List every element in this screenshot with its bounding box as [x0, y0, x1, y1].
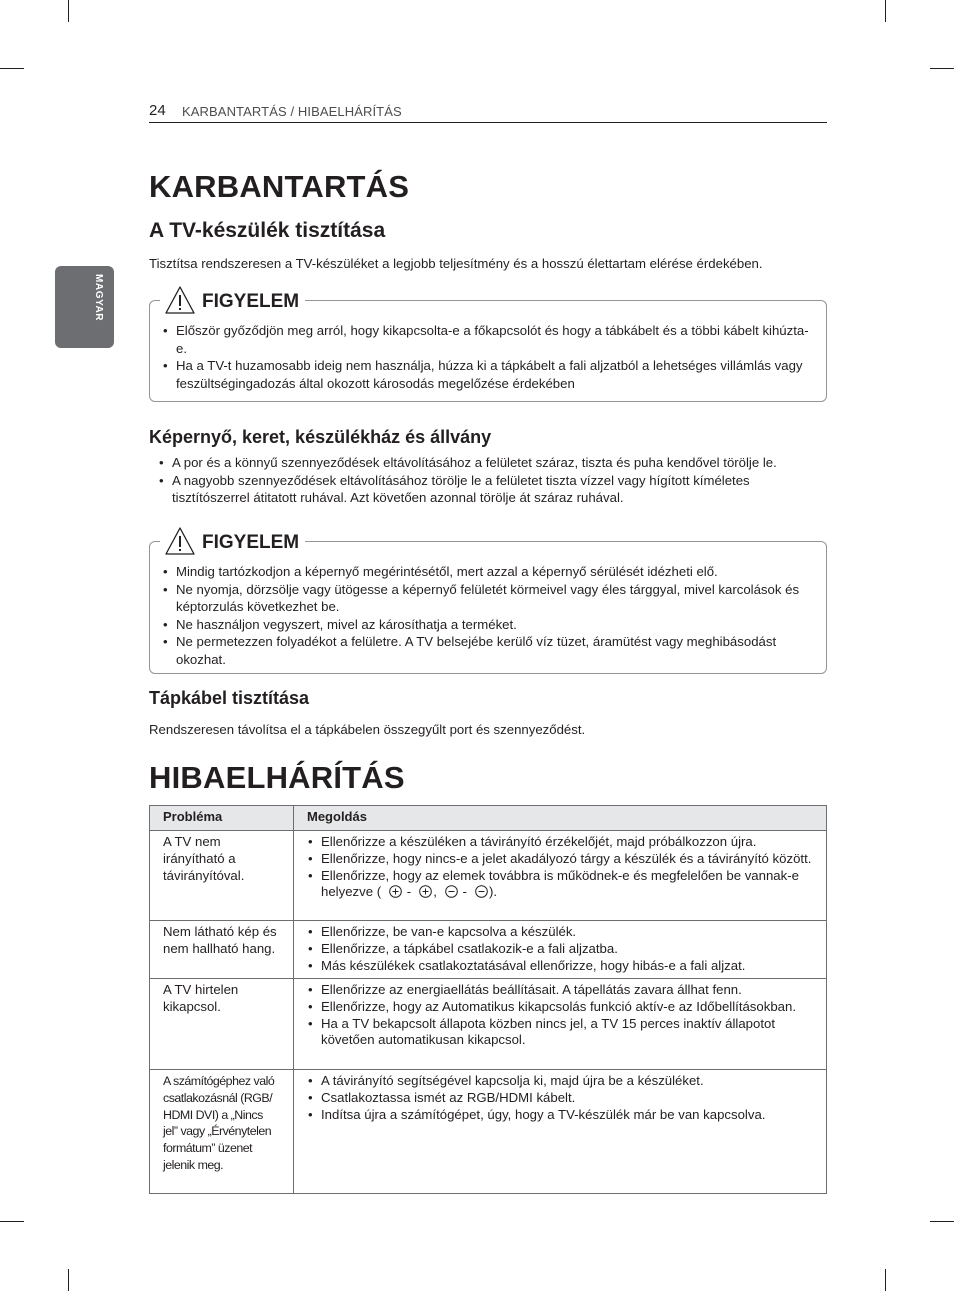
table-row — [150, 831, 827, 921]
caution-list — [162, 322, 814, 392]
maintenance-title: KARBANTARTÁS — [149, 169, 410, 204]
solution-item: • Ellenőrizze a készüléken a távirányító érzékelőjét, majd próbálkozzon újra. — [307, 834, 814, 851]
solution-item: • Ellenőrizze, a tápkábel csatlakozik-e a fali aljzatba. — [307, 941, 814, 958]
caution-title — [160, 281, 305, 315]
caution-item: • Ne permetezzen folyadékot a felületre. A TV belsejébe kerülő víz tüzet, áramütést vagy meghibásodást okozhat. — [162, 633, 814, 668]
solution-item: • Ha a TV bekapcsolt állapota közben nincs jel, a TV 15 perces inaktív állapotot követően automatikusan kikapcsol. — [307, 1016, 814, 1050]
table-header-row — [150, 806, 827, 831]
solution-cell — [294, 979, 827, 1070]
screen-list — [158, 454, 828, 507]
solution-list — [307, 834, 814, 901]
polarity-dash: - — [406, 884, 412, 900]
plus-circle-icon — [419, 885, 432, 898]
warning-triangle-icon — [164, 526, 196, 556]
crop-mark — [885, 0, 886, 22]
troubleshooting-title: HIBAELHÁRÍTÁS — [149, 760, 405, 795]
page-header — [149, 102, 827, 123]
solution-list — [307, 982, 814, 1049]
caution-item: • Először győződjön meg arról, hogy kikapcsolta-e a főkapcsolót és hogy a tábkábelt és a többi kábelt kihúzta-e. — [162, 322, 814, 357]
solution-item: • Ellenőrizze, hogy az Automatikus kikapcsolás funkció aktív-e az Időbellításokban. — [307, 999, 814, 1016]
problem-cell: A TV hirtelen kikapcsol. — [150, 979, 294, 1070]
power-cable-heading: Tápkábel tisztítása — [149, 688, 310, 708]
troubleshooting-table — [149, 805, 827, 1194]
caution-item: • Ne használjon vegyszert, mivel az károsíthatja a terméket. — [162, 616, 814, 634]
solution-item: • Indítsa újra a számítógépet, úgy, hogy a TV-készülék már be van kapcsolva. — [307, 1107, 814, 1124]
crop-mark — [68, 1269, 69, 1291]
table-row — [150, 979, 827, 1070]
problem-cell: A TV nem irányítható a távirányítóval. — [150, 831, 294, 921]
table-row — [150, 1070, 827, 1194]
solution-cell — [294, 921, 827, 979]
caution-item: • Ne nyomja, dörzsölje vagy ütögesse a képernyő felületét körmeivel vagy éles tárggyal, mivel karcolások és képtorzulás következhet be. — [162, 581, 814, 616]
problem-cell: A számítógéphez való csatlakozásnál (RGB/ HDMI DVI) a „Nincs jel” vagy „Érvénytelen formátum” üzenet jelenik meg. — [150, 1070, 294, 1194]
cleaning-intro: Tisztítsa rendszeresen a TV-készüléket a legjobb teljesítmény és a hosszú élettartam elérése érdekében. — [149, 256, 763, 271]
solution-cell — [294, 1070, 827, 1194]
caution-title — [160, 522, 305, 556]
caution-label: FIGYELEM — [202, 291, 300, 312]
crop-mark — [68, 0, 69, 22]
table-row — [150, 921, 827, 979]
crop-mark — [0, 1221, 24, 1222]
caution-item: • Mindig tartózkodjon a képernyő megérintésétől, mert azzal a képernyő sérülését idézheti elő. — [162, 563, 814, 581]
crop-mark — [0, 68, 24, 69]
list-item: • A nagyobb szennyeződések eltávolításához törölje le a felületet tiszta vízzel vagy hígított kíméletes tisztítószerrel átitatott ruhával. Azt követően azonnal törölje át száraz ruhával. — [158, 472, 828, 507]
crop-mark — [930, 68, 954, 69]
caution-list — [162, 563, 814, 668]
language-label: MAGYAR — [93, 274, 104, 322]
solution-list — [307, 924, 814, 974]
crop-mark — [885, 1269, 886, 1291]
minus-circle-icon — [475, 885, 488, 898]
warning-triangle-icon — [164, 285, 196, 315]
polarity-end: ). — [488, 884, 497, 900]
language-side-tab — [55, 266, 114, 348]
solution-item: • Ellenőrizze, hogy nincs-e a jelet akadályozó tárgy a készülék és a távirányító között. — [307, 851, 814, 868]
polarity-dash: - — [462, 884, 467, 900]
solution-list — [307, 1073, 814, 1123]
running-title: KARBANTARTÁS / HIBAELHÁRÍTÁS — [182, 104, 402, 119]
caution-label: FIGYELEM — [202, 532, 300, 553]
list-item: • A por és a könnyű szennyeződések eltávolításához a felületet száraz, tiszta és puha kendővel törölje le. — [158, 454, 828, 472]
polarity-comma: , — [433, 884, 437, 900]
plus-circle-icon — [389, 885, 402, 898]
solution-item: • Ellenőrizze, be van-e kapcsolva a készülék. — [307, 924, 814, 941]
column-header: Megoldás — [294, 806, 827, 831]
caution-box-screen — [149, 532, 827, 674]
solution-item: • Más készülékek csatlakoztatásával ellenőrizze, hogy hibás-e a fali aljzat. — [307, 958, 814, 975]
crop-mark — [930, 1221, 954, 1222]
solution-item — [307, 868, 814, 902]
minus-circle-icon — [445, 885, 458, 898]
caution-box-cleaning — [149, 291, 827, 402]
screen-heading: Képernyő, keret, készülékház és állvány — [149, 427, 492, 447]
problem-cell: Nem látható kép és nem hallható hang. — [150, 921, 294, 979]
power-cable-text: Rendszeresen távolítsa el a tápkábelen összegyűlt port és szennyeződést. — [149, 722, 586, 737]
caution-item: • Ha a TV-t huzamosabb ideig nem használja, húzza ki a tápkábelt a fali aljzatból a lehetséges villámlás vagy feszültségingadozás által okozott károsodás megelőzése érdekében — [162, 357, 814, 392]
solution-text: Ellenőrizze, hogy az elemek továbbra is működnek-e és megfelelően be vannak-e helyezve ( — [321, 867, 799, 900]
column-header: Probléma — [150, 806, 294, 831]
solution-item: • A távirányító segítségével kapcsolja ki, majd újra be a készüléket. — [307, 1073, 814, 1090]
solution-cell — [294, 831, 827, 921]
page-number: 24 — [149, 102, 166, 119]
solution-item: • Ellenőrizze az energiaellátás beállításait. A tápellátás zavara állhat fenn. — [307, 982, 814, 999]
cleaning-heading: A TV-készülék tisztítása — [149, 219, 386, 242]
solution-item: • Csatlakoztassa ismét az RGB/HDMI kábelt. — [307, 1090, 814, 1107]
